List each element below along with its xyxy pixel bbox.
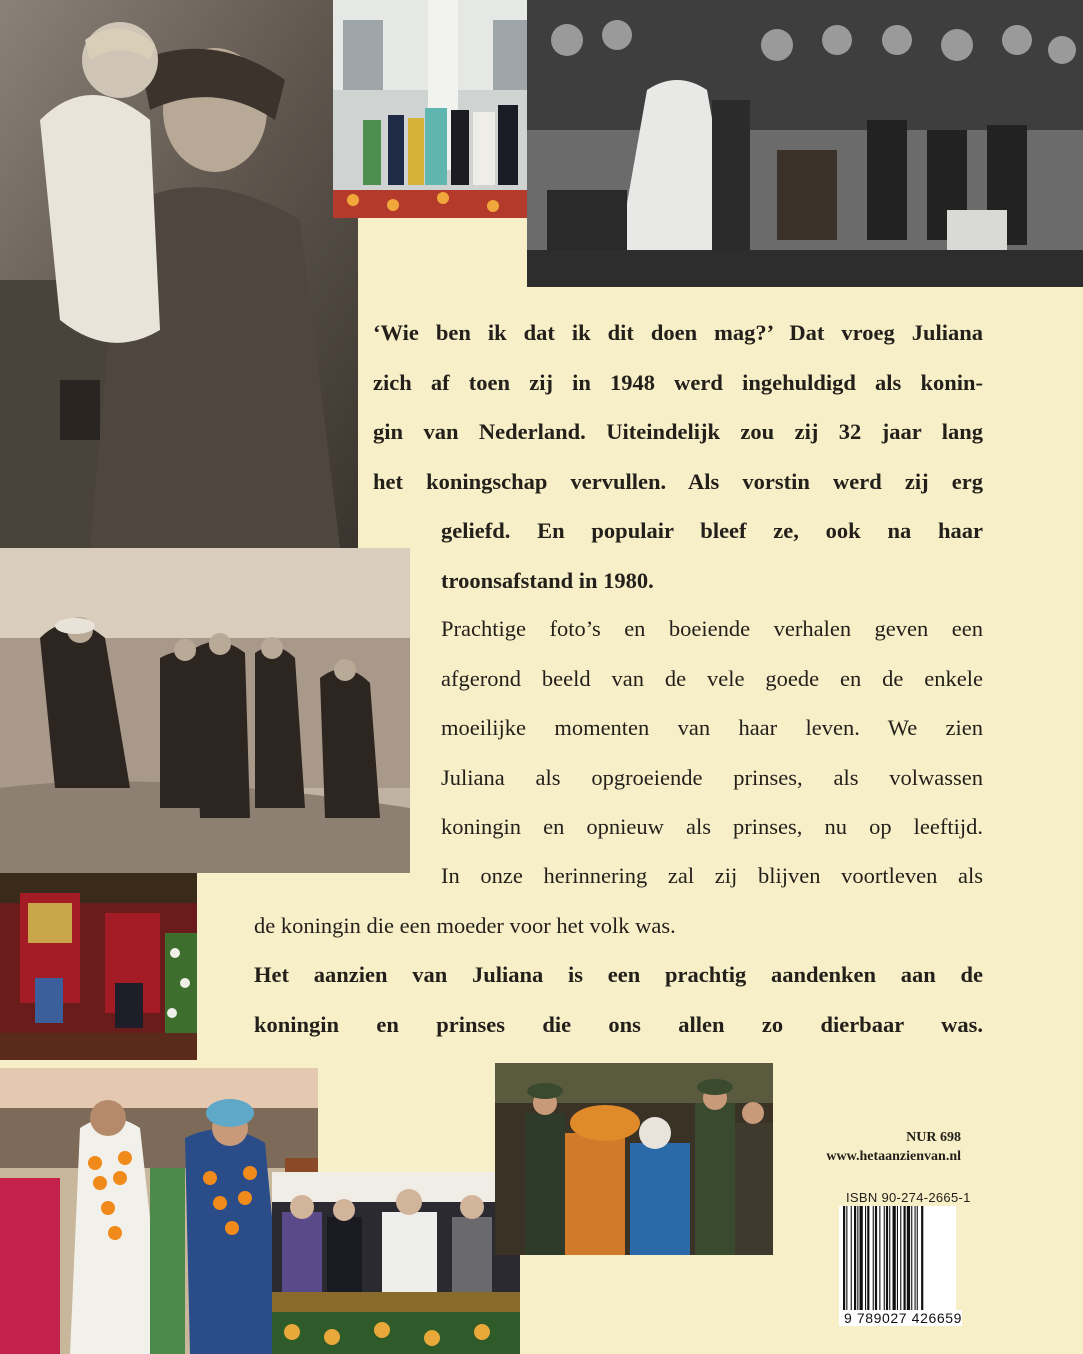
body-paragraph (441, 604, 983, 852)
photo-throne-room (0, 873, 197, 1060)
photo-mother-and-child (0, 0, 358, 548)
intro-line: zich af toen zij in 1948 werd ingehuldigd als konin- (373, 369, 983, 395)
photo-garland-crowd (0, 1068, 318, 1354)
body-line: afgerond beeld van de vele goede en de enkele (441, 665, 983, 691)
intro-line: het koningschap vervullen. Als vorstin werd zij erg (373, 468, 983, 494)
memory-line: In onze herinnering zal zij blijven voortleven als (441, 863, 983, 888)
intro-line: geliefd. En populair bleef ze, ook na haar (441, 518, 983, 543)
memory-paragraph-second (254, 901, 983, 951)
barcode-number: 9 789027 426659 (844, 1310, 962, 1326)
photo-wedding-ceremony (527, 0, 1083, 287)
closing-line: Het aanzien van Juliana is een prachtig aandenken aan de (254, 962, 983, 987)
body-line: Prachtige foto’s en boeiende verhalen geven een (441, 616, 983, 641)
barcode-bars (839, 1206, 956, 1310)
closing-line: koningin en prinses die ons allen zo dierbaar was. (254, 1011, 983, 1037)
photo-coast-walk (0, 548, 410, 873)
closing-paragraph (254, 950, 983, 1049)
website-link[interactable]: www.hetaanzienvan.nl (826, 1149, 961, 1164)
barcode (839, 1206, 956, 1326)
intro-paragraph-narrow (441, 506, 983, 605)
photo-balcony-royals (272, 1172, 520, 1354)
nur-code: NUR 698 (906, 1130, 961, 1145)
body-line: koningin en opnieuw als prinses, nu op leeftijd. (441, 814, 983, 839)
publisher-info (826, 1128, 961, 1166)
body-line: Juliana als opgroeiende prinses, als volwassen (441, 764, 983, 790)
isbn-label: ISBN 90-274-2665-1 (846, 1190, 971, 1205)
intro-paragraph-wide (373, 308, 983, 506)
photo-crowd-with-hats (495, 1063, 773, 1255)
memory-paragraph-first (441, 851, 983, 901)
intro-line: gin van Nederland. Uiteindelijk zou zij 32 jaar lang (373, 419, 983, 444)
intro-line: ‘Wie ben ik dat ik dit doen mag?’ Dat vroeg Juliana (373, 320, 983, 345)
body-line: moeilijke momenten van haar leven. We zien (441, 715, 983, 740)
intro-line: troonsafstand in 1980. (441, 567, 654, 593)
memory-line: de koningin die een moeder voor het volk was. (254, 913, 676, 938)
photo-balcony-group (333, 0, 548, 218)
